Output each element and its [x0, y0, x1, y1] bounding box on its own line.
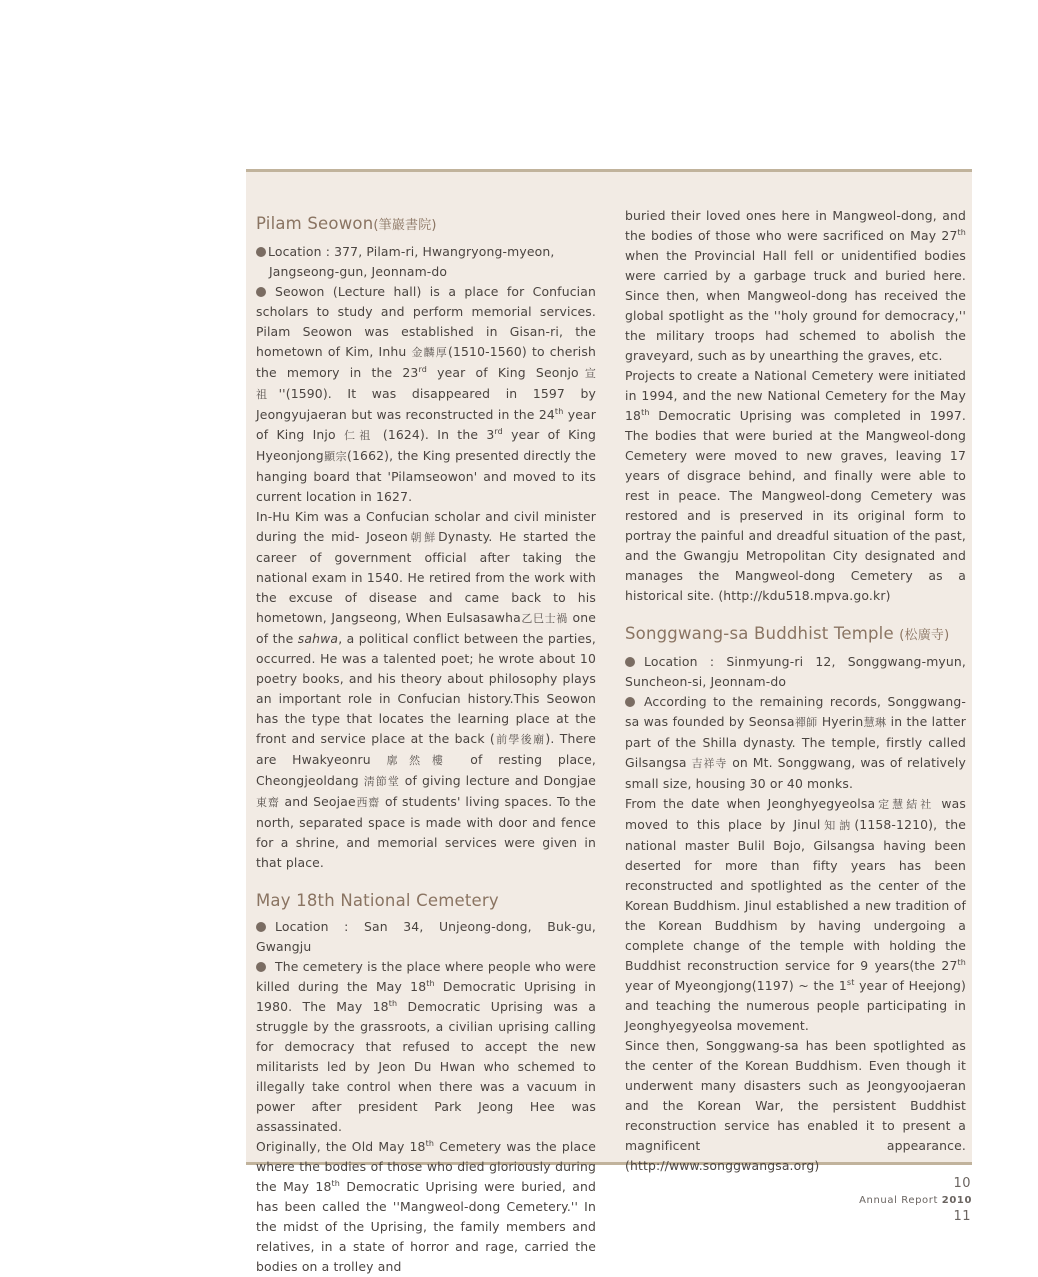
bullet-icon [625, 697, 635, 707]
location-line [256, 242, 596, 262]
location-line [625, 652, 966, 692]
annual-report-label: Annual Report 2010 [859, 1195, 972, 1206]
section-title-may18-cemetery: May 18th National Cemetery [256, 891, 499, 910]
page-number-right: 11 [953, 1209, 971, 1224]
paragraph: In-Hu Kim was a Confucian scholar and civil minister during the mid- Joseon朝鮮Dynasty. He started the career of government official after taking the national exam in 1540. He retired from the work with the excuse of disease and came back to his hometown, Jangseong, When Eulsasawha乙巳士禍 one of the sahwa, a political conflict between the parties, occurred. He was a talented poet; he wrote about 10 poetry books, and his theory about philosophy plays an important role in Confucian history.This Seowon has the type that locates the learning place at the front and service place at the back (前學後廟). There are Hwakyeonru 廓然樓 of resting place, Cheongjeoldang 淸節堂 of giving lecture and Dongjae東齋 and Seojae西齋 of students' living spaces. To the north, separated space is made with door and fence for a shrine, and memorial services were given in that place. [256, 509, 597, 870]
paragraph: According to the remaining records, Songgwang-sa was founded by Seonsa禪師 Hyerin慧琳 in the latter part of the Shilla dynasty. The temple, firstly called Gilsangsa 吉祥寺 on Mt. Songgwang, was of relatively small size, housing 30 or 40 monks. [625, 694, 967, 791]
paragraph-continued: buried their loved ones here in Mangweol-dong, and the bodies of those who were sacrificed on May 27th when the Provincial Hall fell or unidentified bodies were carried by a garbage truck and buried here. Since then, when Mangweol-dong has received the global spotlight as the ''holy ground for democracy,'' the military troops had schemed to abolish the graveyard, such as by unearthing the graves, etc. [625, 208, 966, 363]
left-column [256, 206, 596, 1277]
section-title-songgwang-sa [625, 624, 966, 646]
location-line [256, 917, 596, 957]
paragraph: From the date when Jeonghyegyeolsa定慧結社 was moved to this place by Jinul知訥(1158-1210), the national master Bulil Bojo, Gilsangsa having been deserted for more than fifty years has been reconstructed and spotlighted as the center of the Korean Buddhism. Jinul established a new tradition of the Korean Buddhism by having undergoing a complete change of the temple with holding the Buddhist reconstruction service for 9 years(the 27th year of Myeongjong(1197) ~ the 1st year of Heejong) and teaching the numerous people participating in Jeonghyegyeolsa movement. [625, 796, 967, 1033]
location-text-cont: Jangseong-gun, Jeonnam-do [269, 264, 448, 279]
bullet-icon [256, 962, 266, 972]
location-text: Location : 377, Pilam-ri, Hwangryong-myeon, [268, 244, 555, 259]
section-title-pilam-seowon [256, 214, 596, 236]
bullet-icon [625, 657, 635, 667]
paragraph: Projects to create a National Cemetery were initiated in 1994, and the new National Cemetery for the May 18th Democratic Uprising was completed in 1997. The bodies that were buried at the Mangweol-dong Cemetery were moved to new graves, leaving 17 years of disgrace behind, and finally were able to rest in peace. The Mangweol-dong Cemetery was restored and is preserved in its original form to portray the painful and dreadful situation of the past, and the Gwangju Metropolitan City designated and manages the Mangweol-dong Cemetery as a historical site. (http://kdu518.mpva.go.kr) [625, 368, 966, 603]
page-number-left: 10 [953, 1176, 971, 1191]
right-column [625, 206, 966, 1176]
location-text: Location : Sinmyung-ri 12, Songgwang-myun, Suncheon-si, Jeonnam-do [625, 654, 966, 689]
bullet-icon [256, 247, 266, 257]
paragraph: Seowon (Lecture hall) is a place for Confucian scholars to study and perform memorial services. Pilam Seowon was established in Gisan-ri, the hometown of Kim, Inhu 金麟厚(1510-1560) to cherish the memory in the 23rd year of King Seonjo宣祖''(1590). It was disappeared in 1597 by Jeongyujaeran but was reconstructed in the 24th year of King Injo 仁祖 (1624). In the 3rd year of King Hyeonjong顯宗(1662), the King presented directly the hanging board that 'Pilamseowon' and moved to its current location in 1627. [256, 284, 596, 504]
location-text: Location : San 34, Unjeong-dong, Buk-gu, Gwangju [256, 919, 596, 954]
bullet-icon [256, 922, 266, 932]
bullet-icon [256, 287, 266, 297]
paragraph: Originally, the Old May 18th Cemetery was the place where the bodies of those who died gloriously during the May 18th Democratic Uprising were buried, and has been called the ''Mangweol-dong Cemetery.'' In the midst of the Uprising, the family members and relatives, in a state of horror and rage, carried the bodies on a trolley and [256, 1138, 596, 1274]
section-title-hanja: (松廣寺) [899, 628, 950, 643]
section-title-text: Pilam Seowon [256, 214, 374, 233]
paragraph: The cemetery is the place where people who were killed during the May 18th Democratic Uprising in 1980. The May 18th Democratic Uprising was a struggle by the grassroots, a civilian uprising calling for democracy that refused to accept the new militarists led by Jeon Du Hwan who schemed to illegally take control when there was a vacuum in power after president Park Jeong Hee was assassinated. [256, 959, 596, 1134]
section-title-hanja: (筆巖書院) [373, 218, 437, 233]
section-title-text: Songgwang-sa Buddhist Temple [625, 624, 894, 643]
paragraph: Since then, Songgwang-sa has been spotlighted as the center of the Korean Buddhism. Even though it underwent many disasters such as Jeongyoojaeran and the Korean War, the persistent Buddhist reconstruction service has enabled it to present a magnificent appearance. (http://www.songgwangsa.org) [625, 1038, 966, 1173]
